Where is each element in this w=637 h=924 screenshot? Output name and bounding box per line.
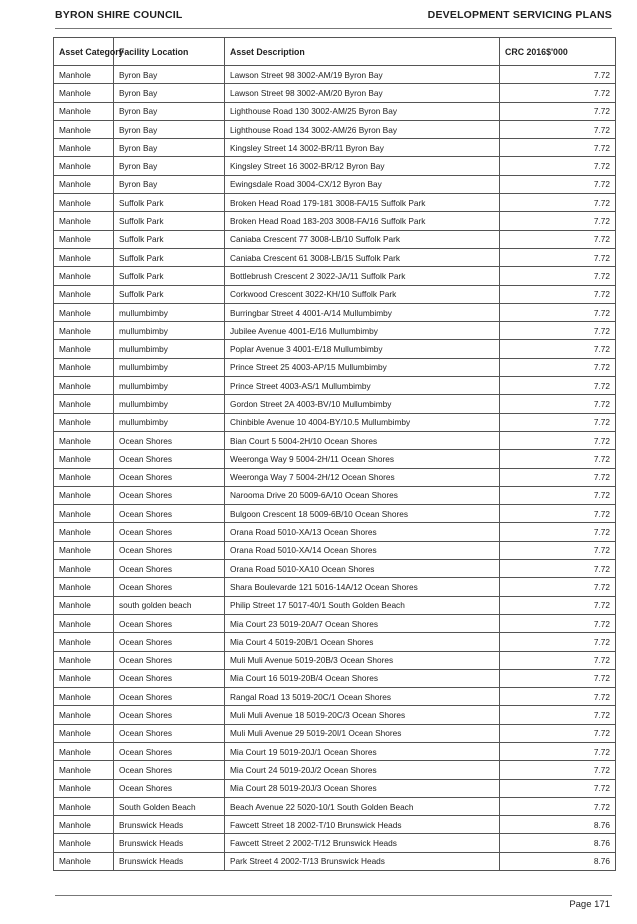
footer-rule — [55, 895, 612, 896]
crc-value-cell: 7.72 — [500, 450, 616, 468]
asset-category-cell: Manhole — [54, 230, 114, 248]
asset-description-cell: Mia Court 16 5019-20B/4 Ocean Shores — [225, 669, 500, 687]
asset-category-cell: Manhole — [54, 194, 114, 212]
table-row — [54, 578, 616, 596]
table-row — [54, 395, 616, 413]
asset-description-cell: Weeronga Way 9 5004-2H/11 Ocean Shores — [225, 450, 500, 468]
table-row — [54, 413, 616, 431]
asset-description-cell: Poplar Avenue 3 4001-E/18 Mullumbimby — [225, 340, 500, 358]
crc-value-cell: 7.72 — [500, 742, 616, 760]
asset-category-cell: Manhole — [54, 175, 114, 193]
asset-category-cell: Manhole — [54, 157, 114, 175]
table-row — [54, 212, 616, 230]
asset-description-cell: Bian Court 5 5004-2H/10 Ocean Shores — [225, 431, 500, 449]
facility-location-cell: Byron Bay — [114, 157, 225, 175]
table-row — [54, 285, 616, 303]
asset-category-cell: Manhole — [54, 724, 114, 742]
crc-value-cell: 7.72 — [500, 66, 616, 84]
asset-category-cell: Manhole — [54, 267, 114, 285]
asset-category-cell: Manhole — [54, 486, 114, 504]
asset-category-cell: Manhole — [54, 340, 114, 358]
asset-category-cell: Manhole — [54, 212, 114, 230]
crc-value-cell: 7.72 — [500, 175, 616, 193]
table-row — [54, 505, 616, 523]
asset-description-cell: Chinbible Avenue 10 4004-BY/10.5 Mullumbimby — [225, 413, 500, 431]
col-crc: CRC 2016$'000 — [500, 38, 616, 66]
crc-value-cell: 7.72 — [500, 340, 616, 358]
asset-category-cell: Manhole — [54, 120, 114, 138]
asset-description-cell: Kingsley Street 16 3002-BR/12 Byron Bay — [225, 157, 500, 175]
table-row — [54, 157, 616, 175]
facility-location-cell: Ocean Shores — [114, 651, 225, 669]
asset-description-cell: Mia Court 23 5019-20A/7 Ocean Shores — [225, 614, 500, 632]
facility-location-cell: mullumbimby — [114, 413, 225, 431]
asset-description-cell: Caniaba Crescent 61 3008-LB/15 Suffolk Park — [225, 248, 500, 266]
crc-value-cell: 7.72 — [500, 377, 616, 395]
facility-location-cell: Suffolk Park — [114, 212, 225, 230]
table-row — [54, 688, 616, 706]
asset-category-cell: Manhole — [54, 395, 114, 413]
asset-category-cell: Manhole — [54, 413, 114, 431]
facility-location-cell: Suffolk Park — [114, 285, 225, 303]
asset-description-cell: Shara Boulevarde 121 5016-14A/12 Ocean Shores — [225, 578, 500, 596]
asset-description-cell: Burringbar Street 4 4001-A/14 Mullumbimby — [225, 303, 500, 321]
facility-location-cell: Suffolk Park — [114, 230, 225, 248]
crc-value-cell: 7.72 — [500, 797, 616, 815]
table-row — [54, 706, 616, 724]
asset-description-cell: Orana Road 5010-XA/14 Ocean Shores — [225, 541, 500, 559]
table-row — [54, 303, 616, 321]
facility-location-cell: Ocean Shores — [114, 541, 225, 559]
crc-value-cell: 7.72 — [500, 84, 616, 102]
crc-value-cell: 7.72 — [500, 486, 616, 504]
crc-value-cell: 7.72 — [500, 614, 616, 632]
asset-description-cell: Lawson Street 98 3002-AM/19 Byron Bay — [225, 66, 500, 84]
asset-category-cell: Manhole — [54, 816, 114, 834]
table-row — [54, 724, 616, 742]
crc-value-cell: 7.72 — [500, 761, 616, 779]
crc-value-cell: 7.72 — [500, 541, 616, 559]
facility-location-cell: Ocean Shores — [114, 505, 225, 523]
crc-value-cell: 7.72 — [500, 596, 616, 614]
crc-value-cell: 7.72 — [500, 431, 616, 449]
asset-category-cell: Manhole — [54, 505, 114, 523]
asset-description-cell: Orana Road 5010-XA10 Ocean Shores — [225, 560, 500, 578]
asset-description-cell: Prince Street 25 4003-AP/15 Mullumbimby — [225, 358, 500, 376]
facility-location-cell: Ocean Shores — [114, 724, 225, 742]
crc-value-cell: 7.72 — [500, 468, 616, 486]
asset-category-cell: Manhole — [54, 852, 114, 870]
asset-category-cell: Manhole — [54, 651, 114, 669]
page-header — [55, 9, 612, 25]
asset-category-cell: Manhole — [54, 102, 114, 120]
asset-category-cell: Manhole — [54, 761, 114, 779]
asset-description-cell: Lighthouse Road 130 3002-AM/25 Byron Bay — [225, 102, 500, 120]
asset-description-cell: Park Street 4 2002-T/13 Brunswick Heads — [225, 852, 500, 870]
table-row — [54, 248, 616, 266]
facility-location-cell: mullumbimby — [114, 358, 225, 376]
table-row — [54, 322, 616, 340]
asset-description-cell: Weeronga Way 7 5004-2H/12 Ocean Shores — [225, 468, 500, 486]
asset-category-cell: Manhole — [54, 706, 114, 724]
asset-description-cell: Lawson Street 98 3002-AM/20 Byron Bay — [225, 84, 500, 102]
asset-description-cell: Gordon Street 2A 4003-BV/10 Mullumbimby — [225, 395, 500, 413]
facility-location-cell: Ocean Shores — [114, 523, 225, 541]
crc-value-cell: 7.72 — [500, 706, 616, 724]
crc-value-cell: 7.72 — [500, 303, 616, 321]
asset-category-cell: Manhole — [54, 834, 114, 852]
facility-location-cell: Ocean Shores — [114, 450, 225, 468]
table-row — [54, 596, 616, 614]
table-row — [54, 102, 616, 120]
council-name: BYRON SHIRE COUNCIL — [55, 9, 183, 21]
asset-category-cell: Manhole — [54, 84, 114, 102]
facility-location-cell: mullumbimby — [114, 303, 225, 321]
col-facility-location: Facility Location — [114, 38, 225, 66]
table-row — [54, 267, 616, 285]
facility-location-cell: Suffolk Park — [114, 194, 225, 212]
table-row — [54, 340, 616, 358]
facility-location-cell: Ocean Shores — [114, 614, 225, 632]
facility-location-cell: Byron Bay — [114, 120, 225, 138]
table-row — [54, 541, 616, 559]
asset-category-cell: Manhole — [54, 322, 114, 340]
asset-category-cell: Manhole — [54, 139, 114, 157]
asset-category-cell: Manhole — [54, 578, 114, 596]
crc-value-cell: 7.72 — [500, 724, 616, 742]
crc-value-cell: 7.72 — [500, 688, 616, 706]
asset-category-cell: Manhole — [54, 797, 114, 815]
facility-location-cell: Suffolk Park — [114, 267, 225, 285]
facility-location-cell: Ocean Shores — [114, 742, 225, 760]
facility-location-cell: Ocean Shores — [114, 669, 225, 687]
table-row — [54, 358, 616, 376]
facility-location-cell: Brunswick Heads — [114, 834, 225, 852]
facility-location-cell: Ocean Shores — [114, 779, 225, 797]
asset-category-cell: Manhole — [54, 633, 114, 651]
asset-description-cell: Fawcett Street 2 2002-T/12 Brunswick Heads — [225, 834, 500, 852]
asset-description-cell: Prince Street 4003-AS/1 Mullumbimby — [225, 377, 500, 395]
asset-category-cell: Manhole — [54, 688, 114, 706]
facility-location-cell: mullumbimby — [114, 322, 225, 340]
asset-description-cell: Caniaba Crescent 77 3008-LB/10 Suffolk Park — [225, 230, 500, 248]
crc-value-cell: 7.72 — [500, 413, 616, 431]
asset-category-cell: Manhole — [54, 66, 114, 84]
asset-description-cell: Fawcett Street 18 2002-T/10 Brunswick Heads — [225, 816, 500, 834]
crc-value-cell: 7.72 — [500, 212, 616, 230]
crc-value-cell: 7.72 — [500, 248, 616, 266]
table-row — [54, 797, 616, 815]
table-row — [54, 230, 616, 248]
asset-description-cell: Broken Head Road 179-181 3008-FA/15 Suffolk Park — [225, 194, 500, 212]
crc-value-cell: 8.76 — [500, 852, 616, 870]
asset-description-cell: Mia Court 24 5019-20J/2 Ocean Shores — [225, 761, 500, 779]
facility-location-cell: Ocean Shores — [114, 431, 225, 449]
table-row — [54, 779, 616, 797]
facility-location-cell: Suffolk Park — [114, 248, 225, 266]
table-row — [54, 816, 616, 834]
facility-location-cell: Ocean Shores — [114, 761, 225, 779]
facility-location-cell: south golden beach — [114, 596, 225, 614]
asset-description-cell: Muli Muli Avenue 29 5019-20I/1 Ocean Shores — [225, 724, 500, 742]
crc-value-cell: 7.72 — [500, 285, 616, 303]
crc-value-cell: 7.72 — [500, 395, 616, 413]
asset-description-cell: Jubilee Avenue 4001-E/16 Mullumbimby — [225, 322, 500, 340]
asset-category-cell: Manhole — [54, 303, 114, 321]
asset-description-cell: Beach Avenue 22 5020-10/1 South Golden Beach — [225, 797, 500, 815]
facility-location-cell: Ocean Shores — [114, 688, 225, 706]
crc-value-cell: 8.76 — [500, 834, 616, 852]
crc-value-cell: 7.72 — [500, 633, 616, 651]
asset-description-cell: Kingsley Street 14 3002-BR/11 Byron Bay — [225, 139, 500, 157]
asset-description-cell: Rangal Road 13 5019-20C/1 Ocean Shores — [225, 688, 500, 706]
facility-location-cell: Byron Bay — [114, 139, 225, 157]
facility-location-cell: Ocean Shores — [114, 706, 225, 724]
facility-location-cell: Ocean Shores — [114, 486, 225, 504]
table-row — [54, 377, 616, 395]
table-row — [54, 761, 616, 779]
col-asset-description: Asset Description — [225, 38, 500, 66]
facility-location-cell: Ocean Shores — [114, 468, 225, 486]
table-row — [54, 560, 616, 578]
table-row — [54, 84, 616, 102]
facility-location-cell: Byron Bay — [114, 66, 225, 84]
table-row — [54, 120, 616, 138]
table-row — [54, 486, 616, 504]
crc-value-cell: 7.72 — [500, 194, 616, 212]
table-row — [54, 66, 616, 84]
asset-category-cell: Manhole — [54, 779, 114, 797]
crc-value-cell: 7.72 — [500, 651, 616, 669]
page-number: Page 171 — [569, 899, 610, 910]
crc-value-cell: 7.72 — [500, 102, 616, 120]
facility-location-cell: Brunswick Heads — [114, 852, 225, 870]
table-row — [54, 468, 616, 486]
asset-category-cell: Manhole — [54, 541, 114, 559]
crc-value-cell: 7.72 — [500, 267, 616, 285]
crc-value-cell: 7.72 — [500, 505, 616, 523]
crc-value-cell: 7.72 — [500, 157, 616, 175]
asset-category-cell: Manhole — [54, 468, 114, 486]
asset-category-cell: Manhole — [54, 358, 114, 376]
asset-table — [53, 37, 616, 871]
asset-description-cell: Corkwood Crescent 3022-KH/10 Suffolk Park — [225, 285, 500, 303]
facility-location-cell: Brunswick Heads — [114, 816, 225, 834]
facility-location-cell: mullumbimby — [114, 340, 225, 358]
crc-value-cell: 7.72 — [500, 779, 616, 797]
asset-description-cell: Broken Head Road 183-203 3008-FA/16 Suffolk Park — [225, 212, 500, 230]
asset-description-cell: Mia Court 28 5019-20J/3 Ocean Shores — [225, 779, 500, 797]
crc-value-cell: 7.72 — [500, 578, 616, 596]
crc-value-cell: 7.72 — [500, 358, 616, 376]
asset-category-cell: Manhole — [54, 742, 114, 760]
asset-category-cell: Manhole — [54, 596, 114, 614]
crc-value-cell: 7.72 — [500, 523, 616, 541]
asset-category-cell: Manhole — [54, 248, 114, 266]
table-row — [54, 742, 616, 760]
table-row — [54, 852, 616, 870]
asset-description-cell: Narooma Drive 20 5009-6A/10 Ocean Shores — [225, 486, 500, 504]
facility-location-cell: Ocean Shores — [114, 578, 225, 596]
table-row — [54, 450, 616, 468]
table-row — [54, 139, 616, 157]
facility-location-cell: Byron Bay — [114, 175, 225, 193]
table-row — [54, 523, 616, 541]
asset-description-cell: Muli Muli Avenue 5019-20B/3 Ocean Shores — [225, 651, 500, 669]
asset-category-cell: Manhole — [54, 523, 114, 541]
asset-description-cell: Orana Road 5010-XA/13 Ocean Shores — [225, 523, 500, 541]
crc-value-cell: 7.72 — [500, 560, 616, 578]
table-row — [54, 834, 616, 852]
facility-location-cell: Byron Bay — [114, 102, 225, 120]
table-row — [54, 633, 616, 651]
asset-category-cell: Manhole — [54, 431, 114, 449]
asset-category-cell: Manhole — [54, 560, 114, 578]
asset-description-cell: Ewingsdale Road 3004-CX/12 Byron Bay — [225, 175, 500, 193]
crc-value-cell: 7.72 — [500, 322, 616, 340]
crc-value-cell: 7.72 — [500, 139, 616, 157]
asset-description-cell: Muli Muli Avenue 18 5019-20C/3 Ocean Shores — [225, 706, 500, 724]
table-row — [54, 669, 616, 687]
table-row — [54, 175, 616, 193]
facility-location-cell: Byron Bay — [114, 84, 225, 102]
asset-description-cell: Lighthouse Road 134 3002-AM/26 Byron Bay — [225, 120, 500, 138]
asset-category-cell: Manhole — [54, 450, 114, 468]
header-rule — [55, 28, 612, 29]
crc-value-cell: 7.72 — [500, 230, 616, 248]
table-row — [54, 431, 616, 449]
col-asset-category: Asset Category — [54, 38, 114, 66]
facility-location-cell: South Golden Beach — [114, 797, 225, 815]
table-row — [54, 614, 616, 632]
table-row — [54, 651, 616, 669]
facility-location-cell: mullumbimby — [114, 395, 225, 413]
facility-location-cell: mullumbimby — [114, 377, 225, 395]
table-header-row — [54, 38, 616, 66]
facility-location-cell: Ocean Shores — [114, 633, 225, 651]
crc-value-cell: 7.72 — [500, 120, 616, 138]
asset-category-cell: Manhole — [54, 285, 114, 303]
asset-category-cell: Manhole — [54, 377, 114, 395]
asset-description-cell: Bulgoon Crescent 18 5009-6B/10 Ocean Shores — [225, 505, 500, 523]
crc-value-cell: 7.72 — [500, 669, 616, 687]
crc-value-cell: 8.76 — [500, 816, 616, 834]
asset-description-cell: Philip Street 17 5017-40/1 South Golden Beach — [225, 596, 500, 614]
document-title: DEVELOPMENT SERVICING PLANS — [427, 9, 612, 21]
asset-description-cell: Bottlebrush Crescent 2 3022-JA/11 Suffolk Park — [225, 267, 500, 285]
asset-category-cell: Manhole — [54, 669, 114, 687]
asset-category-cell: Manhole — [54, 614, 114, 632]
asset-description-cell: Mia Court 19 5019-20J/1 Ocean Shores — [225, 742, 500, 760]
asset-description-cell: Mia Court 4 5019-20B/1 Ocean Shores — [225, 633, 500, 651]
facility-location-cell: Ocean Shores — [114, 560, 225, 578]
table-row — [54, 194, 616, 212]
